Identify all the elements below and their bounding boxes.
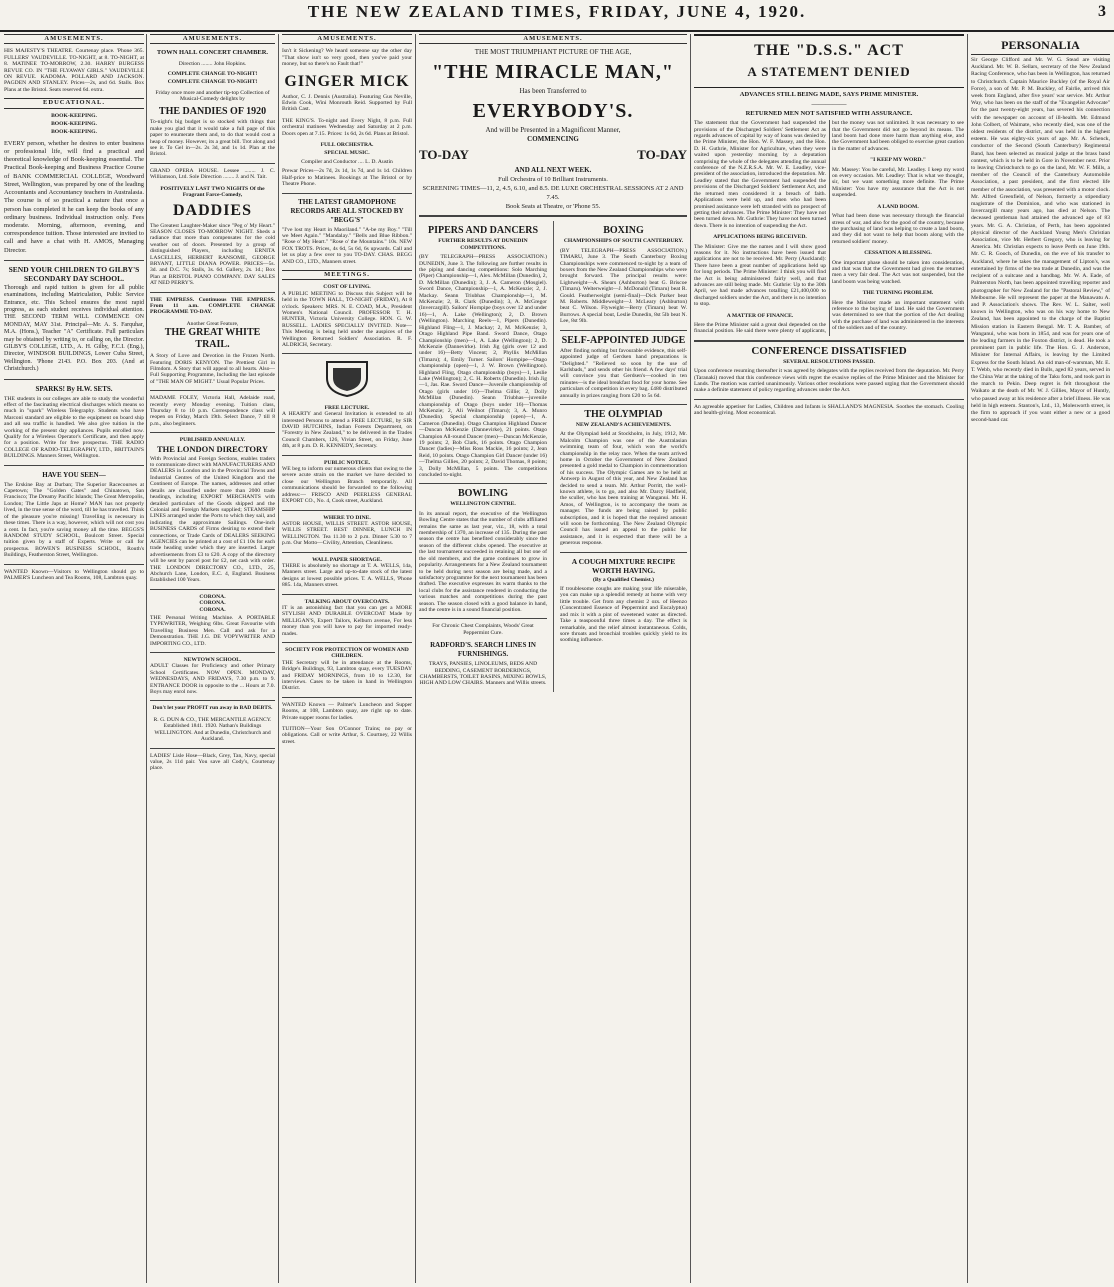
section-heading-meetings: MEETINGS. <box>282 270 412 280</box>
ladies-hose-ad: LADIES' Lisle Hose—Black, Grey, Tan, Navy, special value, 2s 11d pair. You save all Cody's, Courtenay place. <box>150 752 275 772</box>
dandies-body: To-night's big budget is so stocked with things that make you glad that it would take a full page of this paper to enumerate them and, to do that would cost a heap of money. However, its a great bill. Trot along and see it. To Gel in—2s. 2s 3d, and 1s 1d. Plan at the Bristol. <box>150 119 275 158</box>
cessation-body: One important phase should be taken into consideration, and that was that the Government had given the returned men a very fair deal. The Act was not suspended, but the land boom was being watched. <box>832 259 964 285</box>
london-directory-heading: THE LONDON DIRECTORY <box>156 443 268 454</box>
divider <box>282 193 412 194</box>
gramophone-body: "I've lost my Heart in Maoriland." "A-be my Boy." "Till we Meet Again." "Mandalay." "Bells and Blue Ribbon." "Rose o' My Heart." "Rose o' the Mountains." 10s. NEW FOX TROTS. Prices, 4s 6d, 5s 6d, 6s upwards. Call and let us play a few over to you TO-DAY. CHAS. BEGG AND CO., LTD., Manners street. <box>282 226 412 265</box>
have-you-seen-heading: HAVE YOU SEEN— <box>42 470 106 479</box>
madame-foley-ad: MADAME FOLEY, Victoria Hall, Adelaide road, recently every Monday evening. Tuition class, Thursday 8 to 10 p.m. Correspondence class will reopen on Friday, March 19th. Select Dance, 7 till 8 p.m., also beginners. <box>150 395 275 427</box>
olympiad-subhead: NEW ZEALAND'S ACHIEVEMENTS. <box>575 421 672 428</box>
miracle-man-title: "THE MIRACLE MAN," <box>432 61 674 84</box>
divider <box>150 163 275 164</box>
column-1 <box>4 34 144 1283</box>
cough-body: If troublesome coughs are making your life miserable, you can make up a splendid remedy at home with very little trouble. Get from any chemist 2 ozs. of Heenzo (Concentrated Essence of Peppermint and Eucalyptus) and mix it with a pint of sweetened water as directed. Take a teaspoonful three times a day. The effect is remarkable, and the relief almost instantaneous. Colds, sore throats and bronchial troubles quickly yield to its soothing influence. <box>559 586 687 644</box>
london-directory-body: With Provincial and Foreign Sections, enables traders to communicate direct with MANUFACTURERS AND DEALERS in London and in the Provincial Towns and Industrial Centres of the United Kingdom and the Continent of Europe. The names, addresses and other details are classified under more than 2000 trade headings, including EXPORT MERCHANTS with detailed particulars of the Goods shipped and the Colonial and Foreign Markets supplied; STEAMSHIP LINES arranged under the Ports to which they sail, and indicating the approximate Sailings. One-inch BUSINESS CARDS of Firms desiring to extend their connections, or Trade Cards of DEALERS SEEKING AGENCIES can be printed at a cost of £1 10s for each trade heading under which they are inserted. Larger advertisements from £3 to £20. A copy of the directory will be sent by parcel post for £2, net cash with order. THE LONDON DIRECTORY CO., LTD., 25, Abchurch Lane, London, E.C. 4, England. Business Established 100 Years. <box>150 455 275 584</box>
self-appointed-body: After finding nothing but favourable evidence, this self-appointed judge of Gerdsen hand preparations is "Delighted." "Relieved so soon by the use of Karlsbads," and sends other his friend. A few days' trial will convince you that Gerdsen's—cooked in ten minutes—is the ideal breakfast food for your home. See particulars of competition in every bag. £480 distributed annually in prizes ranging from £20 to 5s 6d. <box>559 347 687 399</box>
cough-headline: A COUGH MIXTURE RECIPE WORTH HAVING. <box>571 556 676 575</box>
direction-line: Direction ........ John Hopkins. <box>178 61 247 68</box>
chronic-ad: For Chronic Chest Complaints, Woods' Great Peppermint Cure. <box>432 623 534 636</box>
land-boom-body: What had been done was necessary through the financial stress of war, and also for the good of the country, because the purchasing of land was helping to create a land boom, and they did not want to help that boom along with the returned soldiers' money. <box>832 213 964 245</box>
column-rule <box>146 34 147 1283</box>
wanted-known-ad: WANTED Known—Visitors to Wellington should go to PALMER'S Luncheon and Tea Rooms, 108, Lambton quay. <box>4 568 144 581</box>
radford-heading: RADFORD'S. SEARCH LINES IN FURNISHINGS. <box>430 641 536 659</box>
positively-last: POSITIVELY LAST TWO NIGHTS Of the Fragrant Farce-Comedy, <box>160 185 265 199</box>
everybodys-title: EVERYBODY'S. <box>472 100 634 123</box>
public-notice-heading: PUBLIC NOTICE. <box>323 459 370 466</box>
divider <box>419 618 547 619</box>
bowling-subhead: WELLINGTON CENTRE. <box>450 501 516 508</box>
divider <box>150 432 275 433</box>
tuition-ad: TUITION—Your Son O'Connor Trains; no pay or obligations. Call or write Arthur, S. Courtney, 22 Willis street. <box>282 726 412 745</box>
divider <box>282 642 412 643</box>
divider <box>419 483 547 484</box>
full-orchestra: FULL ORCHESTRA. <box>320 142 374 149</box>
cost-of-living-body: A PUBLIC MEETING to Discuss this Subject will be held in the TOWN HALL, TO-NIGHT (FRIDAY), At 8 o'clock. Speakers: MRS. N. E. COAD, M.A., President Women's National Council. PROFESSOR T. H. HUNTER, Victoria University College. HON. G. W. RUSSELL. LADIES SPECIALLY INVITED. Note—This Meeting is being held under the auspices of the Wellington Returned Soldiers' Association. R. F. ALDRICH, Secretary. <box>282 290 412 348</box>
conference-headline: CONFERENCE DISSATISFIED <box>751 344 907 357</box>
pipers-body: (BY TELEGRAPH—PRESS ASSOCIATION.) DUNEDIN, June 3. The following are further results in the piping and dancing competitions: Solo Marching (Piper) Championship—1, Alex. McMillan (Dunedin), 2, D. McMillan (Dunedin); 3, J. A. Cameron (Mosgiel). Sword Dance, Championship—1, A. McKenzie; 2, J. Mackay. Seann Triubhas Championship—1, M. McKenzie; 2, R. Clark (Dunedin); 3, A. McGregor (Invercargill). Sailors' Hornpipe (boys over 12 and under 16)—1, A. Lake (Wellington); 2, D. Brown (Wellington). Marching Reels—1, Pipers (Dunedin). Highland Fling—1, J. Mackay; 2, M. McKenzie; 3, Otago Highland Pipe Band. Sword Dance, Otago Championship (men)—1, A. Lake (Wellington); 2, D. McKenzie (Dannevirke). Irish Jig (girls over 12 and under 16)—Betty Vincent; 2, Phyllis McMillan (Timaru); 4, Emily Turner. Sailors' Hornpipe—Otago championship (open)—1, J. W. Brown (Wellington). Highland Fling, Otago championship (boys)—1, Leslie Lake (Wellington); 2, C. H. Roberts (Dunedin). Irish Jig—1, Jas. Rae. Sword Dance—Juvenile championship of Otago (girls under 16)—Thelma Gillie; 2, Dolly McMillan (Dunedin). Seann Triubhas—juvenile championship of Otago (boys under 16)—Thomas McKenzie; 2, Ali Weilnot (Timaru); 3, A. Munro (Dunedin). Special championship (open)—1, A. Cameron (Dunedin). Otago Champion Highland Dancer—Duncan McKenzie (Dannevirke), 21 points. Otago Champion All-round Dancer (men)—Duncan McKenzie, 19 points; 2, Bob Clark, 16 points. Otago Champion Dancer (ladies)—Miss Ross Mackie, 16 points; 2, Jean Reid, 10 points. Otago Champion Girl Dancer (under 16)—Thelma Gillies, 20 points; 2, David Thomas, 8 points; 3, Dolly McMillan, 5 points. The competitions concluded to-night. <box>419 254 548 479</box>
newtown-school-heading: NEWTOWN SCHOOL. <box>183 657 242 664</box>
divider <box>560 552 687 553</box>
public-notice-body: WE beg to inform our numerous clients that owing to the severe acute strain on the market we have decided to close our Wellington Branch temporarily. All communications should be forwarded to the following address:— FRISCO AND PEERLESS GENERAL EXPORT CO., No. 4, Cook street, Auckland. <box>282 466 412 505</box>
column-2 <box>150 34 275 1283</box>
keep-word-body: Mr. Massey: You be careful, Mr. Leadley. I keep my word on every occasion. Mr. Leadley: That is what we thought, sir, but we want something more definite. The Prime Minister: You have my assurance that the Act is not suspended. <box>832 166 964 199</box>
appetite-ad: An agreeable appetiser for Ladies, Children and Infants is SHALLAND'S MAGNESIA. Soothes the stomach. Cooling and health-giving. Most economical. <box>694 403 964 417</box>
column-3 <box>282 34 412 1283</box>
wanted-known-ad-2: WANTED Known — Palmer's Luncheon and Supper Rooms, at 108, Lambton quay, are right up to date. Private supper rooms for ladies. <box>282 701 412 721</box>
divider <box>150 390 275 391</box>
dandies-intro: Friday once more and another tip-top Collection of Musical-Comedy delights by <box>155 89 270 103</box>
corona-3: CORONA. <box>199 606 226 613</box>
column-rule <box>415 34 416 1283</box>
rgdun-ad: R. G. DUN & CO., THE MERCANTILE AGENCY. Established 1841. 1920. Nathan's Buildings WELLINGTON. And at Dunedin, Christchurch and Auckland. <box>153 716 272 743</box>
all-next-week: AND ALL NEXT WEEK. <box>514 166 592 175</box>
white-trail-body: A Story of Love and Devotion in the Frozen North. Featuring DORIS KENYON. The Prettiest Girl in Filmdom. A Story that will appeal to all hearts. Also—Full Supporting Programme, Including the last episode of "THE MAN OF MIGHT." Usual Popular Prices. <box>150 353 275 385</box>
divider <box>282 353 412 354</box>
column-7 <box>971 34 1110 1283</box>
corona-body: THE Personal Writing Machine. A PORTABLE TYPEWRITER, Weighing 6lbs. Great Favourite with Travelling Business Men. Call and ask for a Demonstration. THE J.G. DE VOPYWRITER AND IMPORTING CO., LTD. <box>150 615 275 647</box>
boxing-body: (BY TELEGRAPH—PRESS ASSOCIATION.) TIMARU, June 3. The South Canterbury Boxing Championships were commenced to-night by a team of boxers from the New Zealand Championships who were brought forward. The principal results were: Lightweight—A. Shears (Ashburton) beat G. Briscoe (Timaru). Welterweight—J. McDonald (Timaru) beat R. Gould. Featherweight (semi-final)—Dick Parker beat M. Roberts. Middleweight—J. McLeary (Ashburton) beat C. Wilson. Flyweight—Berry (Timaru) beat W. Burrows. A special bout, Leslie Dunedin, 8st 5lb beat N. Lee, 8st 9lb. <box>559 247 687 325</box>
column-rule <box>553 221 554 691</box>
column-4-lower <box>419 221 687 691</box>
majesty-theatre-ad: HIS MAJESTY'S THEATRE. Courtenay place. 'Phone 365. FULLERS' VAUDEVILLE. TO-NIGHT, at 8. TO-NIGHT, at 8. MATINEE TO-MORROW, 2.30. HARRY BURGESS REVUE CO. IN "THE FLYAWAY GIRLS." VAUDEVILLE ON REVUE. KADOMA. POLLARD AND JACKSON. PAGDEN AND STANLEY. Prices—2s, and 6d. Stalls. Box Plans at the Bristol. Seats reserved 6d. extra. <box>4 48 144 93</box>
corona-2: CORONA. <box>199 600 226 607</box>
transferred-line: Has been Transferred to <box>519 87 587 96</box>
column-rule <box>690 34 691 1283</box>
finance-heading: A MATTER OF FINANCE. <box>726 312 794 319</box>
today-right: TO-DAY <box>637 147 687 163</box>
divider <box>560 330 687 331</box>
applications-body: The Minister: Give me the names and I will show good reasons for it. No instructions have been issued that applications are not to be received. Mr. Perry (Auckland): There have been a great number of applications held up for long periods. The Prime Minister: I think you will find the Act is being administered fairly well, and that advances are still being made. Mr. Guthrie: Up to the 30th April, we had made advances totalling £21,400,000 to discharged soldiers under the Act, and there is no intention to stop. <box>694 243 826 308</box>
book-seats: Book Seats at Theatre, or 'Phone 55. <box>505 203 601 211</box>
daddies-title: DADDIES <box>172 201 252 219</box>
intro-paragraph: Isn't it Sickening? We heard someone say the other day "That show isn't so very good, then you've paid your money, but so there's no Fault that!" <box>282 48 412 68</box>
divider <box>694 399 964 400</box>
bookkeeping-heading-2: BOOK-KEEPING. <box>51 121 97 128</box>
land-boom-heading: A LAND BOOM. <box>877 203 919 210</box>
divider <box>4 465 144 466</box>
section-heading-amusements: AMUSEMENTS. <box>282 34 412 44</box>
newspaper-title: THE NEW ZEALAND TIMES, FRIDAY, JUNE 4, 1920. <box>307 2 807 21</box>
divider <box>282 552 412 553</box>
astor-house-ad: ASTOR HOUSE, WILLIS STREET. ASTOR HOUSE, WILLIS STREET. BEST DINNER, LUNCH IN WELLINGTON. Tea 11.30 to 2 p.m. Dinner 5.30 to 7 p.m. Our Motto—Civility, Attention, Cleanliness. <box>282 520 412 547</box>
turning-body: Here the Minister made an important statement with reference to the buying of land. He said the Government was determined to see that the portion of the Act dealing with the purchase of land was administered in the interests of the soldiers and of the country. <box>832 299 964 332</box>
town-hall-heading: TOWN HALL CONCERT CHAMBER. <box>156 49 269 57</box>
bowling-body: In its annual report, the executive of the Wellington Bowling Centre states that the number of clubs affiliated remains the same as last year, viz., 18, with a total membership of 1370, an increase of 135. During the past season the centre has benefited considerably since the season of the different clubs opened. The executive at the last tournament succeeded in retaining all but one of the old members, and the game continues to grow in popularity. Arrangements for a New Zealand tournament to be held during next season are being made, and a satisfactory programme for the next tournament has been drafted. The executive expresses its warm thanks to the local clubs for the assistance rendered in conducting the various matches and competitions during the past season. The season closed with a good balance in hand, and the centre is in a sound financial position. <box>419 510 547 613</box>
gilby-heading: SEND YOUR CHILDREN TO GILBY'S SECONDARY DAY SCHOOL. <box>8 264 140 283</box>
where-to-dine-heading: WHERE TO DINE. <box>323 514 371 521</box>
divider <box>282 455 412 456</box>
pipers-subhead: FURTHER RESULTS AT DUNEDIN COMPETITIONS. <box>438 238 528 251</box>
divider <box>150 700 275 701</box>
page-number: 3 <box>1098 3 1106 20</box>
dss-columns <box>694 120 964 335</box>
divider <box>560 404 687 405</box>
cough-subhead: (By a Qualified Chemist.) <box>593 576 654 583</box>
gilby-ad-body: Thorough and rapid tuition is given for all public examinations, including Matriculation, Public Service Entrance, etc. This School ensures the most rapid progress, as each student receives individual attention. THE SECOND TERM WILL COMMENCE ON MONDAY, MAY 31st. Principal—Mr. A. S. Farquhar, M.A. (Hons.), Teacher "A" Certificate. Full particulars may be obtained by writing to, or calling on, the Director. GILBY'S COLLEGE, LTD., A. H. Gilby, F.C.I. (Eng.), Director, WINDSOR BUILDINGS, Lower Cuba Street, Wellington. 'Phone 2143. P.O. Box 203. (And at Christchurch.) <box>4 284 144 373</box>
divider <box>4 564 144 565</box>
masthead <box>0 0 1114 32</box>
divider <box>150 748 275 749</box>
full-orchestra-line: Full Orchestra of 10 Brilliant Instruments. <box>498 176 608 184</box>
pipers-headline: PIPERS AND DANCERS <box>427 225 538 237</box>
olympiad-body: At the Olympiad held at Stockholm, in July, 1912, Mr. Malcolm Champion was one of the Australasian swimming team of four, which won the world's championship in the relay race. When the team arrived home in October the Government of New Zealand presented a gold medal to Champion in commemoration of his success. The Olympic Games are to be held at Antwerp in August of this year, and New Zealand has decided to send a team. Mr. Arthur Porritt, the well-known athlete, is to go, and also Mr. Darcy Hadfield, the sculler, who has been training at Wanganui. Mr. H. Amos, of Wellington, is to accompany the team as manager. The funds are being raised by public subscription, and it is hoped that the required amount will soon be forthcoming. The New Zealand Olympic Council has issued an appeal to the public for assistance, and it is expected that there will be a generous response. <box>559 431 687 547</box>
ginger-mick-title: GINGER MICK <box>284 72 410 90</box>
boxing-headline: BOXING <box>603 225 644 237</box>
column-rule <box>278 34 279 1283</box>
society-body: THE Secretary will be in attendance at the Rooms, Bridge's Buildings, 93, Lambton quay, every TUESDAY and FRIDAY MORNINGS, from 10 to 12.30, for interviews. Cases to be taken in hand in Wellington District. <box>282 659 412 692</box>
compiler-line: Compiler and Conductor .... L. D. Austin <box>301 158 393 165</box>
divider <box>282 697 412 698</box>
bookkeeping-heading-1: BOOK-KEEPING. <box>51 112 97 119</box>
daddies-body: The Greatest Laughter-Maker since "Peg o' My Heart." SEASON CLOSES TO-MORROW NIGHT. Sheds a radiance that more than compensates for the cold weather out of doors. Presented by a group of distinguished Players, including ERNITA LASCELLES, HERBERT RANSOME, GEORGE BRYANT, LITTLE DIANA POWER. PRICES—5s. 3d. and D.C. 7s; Stalls, 3s. 6d. Gallery, 2s. 1d.; Box Plan at BRISTOL PIANO COMPANY. DAY SALES AT NED PERRY'S. <box>150 222 275 287</box>
wall-paper-heading: WALL PAPER SHORTAGE. <box>312 556 382 563</box>
section-heading-amusements: AMUSEMENTS. <box>4 34 144 44</box>
boxing-subhead: CHAMPIONSHIPS OF SOUTH CANTERBURY. <box>563 238 684 245</box>
complete-change-1: COMPLETE CHANGE TO-NIGHT! <box>167 70 258 77</box>
divider <box>150 652 275 653</box>
association-emblem <box>282 358 412 400</box>
another-great: Another Great Feature, <box>186 320 239 327</box>
great-white-trail: THE GREAT WHITE TRAIL. <box>164 327 261 351</box>
sparks-heading: SPARKS! By H.W. SETS. <box>35 384 113 393</box>
divider <box>419 215 687 217</box>
column-rule <box>967 34 968 1283</box>
wall-paper-body: THERE is absolutely no shortage at T. A. WELLS, 14a, Manners street. Large and up-to-date stock of the latest designs at lowest possible prices. T. A. WELLS, 'Phone 885. 14a, Manners street. <box>282 562 412 589</box>
dss-body: The statement that the Government had suspended the provisions of the Discharged Soldiers' Settlement Act as regards advances of capital by way of loans was denied by the Prime Minister, the Hon. W. F. Massey, and the Hon. D. H. Guthrie, Minister for Agriculture, when they were waited upon yesterday morning by a deputation comprising the whole of the delegates attending the annual conference of the N.Z.R.S.A. Mr. W. E. Leadley, vice-president of the association, introduced the deputation. Mr. Leadley stated that the Government had suspended the provisions of the Discharged Soldiers' Settlement Act, and the returned men considered it a breach of faith. Applications were held up, and men who had been promised assistance were left stranded with no prospect of getting their advances. The Prime Minister: They have not been turned down. Mr. Guthrie: They have not been turned down. There is no intention of suspending the Act. <box>694 120 826 229</box>
bookkeeping-ad-body: EVERY person, whether he desires to enter business or professional life, will find a practical and theoretical knowledge of Book-keeping essential. The Practical Book-keeping and Business Practice Course of BANK COMMERCIAL COLLEGE, Woodward Street, Wellington, was prepared by one of the leading Accountants and Accountancy teachers in Australasia. The course is of so practical a nature that once a person has completed it he can keep the books of any ordinary business. Individual instruction only. Fees moderate. Morning, afternoon, evening, and correspondence tuition. Those interested are invited to call and have a chat with H. AMOS, Managing Director. <box>4 139 144 254</box>
free-lecture-heading: FREE LECTURE. <box>324 404 370 411</box>
corona-1: CORONA. <box>199 593 226 600</box>
screening-times: SCREENING TIMES—11, 2, 4.5, 6.10, and 8.5. DE LUXE ORCHESTRAL SESSIONS AT 2 AND 7.45. <box>422 185 684 202</box>
ginger-mick-body: Author, C. J. Dennis (Australia). Featuring Gus Neville, Edwin Cook, Wini Monrouth Reid. Supported by Full British Cast. <box>282 93 412 113</box>
column-5 <box>560 221 687 691</box>
free-lecture-body: A HEARTY and General Invitation is extended to all interested Persons to attend a FREE LECTURE, by SIR DAVID HUTCHINS, Indian Forests Department, on "Forestry in New Zealand," to be delivered in the Trades Council Chambers, 126, Vivian Street, on Friday, June 4th, at 8 p.m. D. R. KENNEDY, Secretary. <box>282 411 412 450</box>
dss-subheadline: A STATEMENT DENIED <box>747 64 911 79</box>
today-left: TO-DAY <box>419 147 469 163</box>
divider <box>4 379 144 380</box>
personalia-body: Sir George Clifford and Mr. W. G. Stead are visiting Auckland. Mr. W. B. Sellars, secretary of the New Zealand Racing Conference, who has been in Wellington, has returned to Christchurch. Captain Maurice Buckley (of the Royal Air Force), a son of Mr. P. M. Buckley, of Fairlie, arrived this week from England, after five years' war service. Mr. Arthur Way, who has been on the staff of the "Evangelist Advocate" for the past twenty-eight years, has severed his connection with the newspaper on account of ill-health. Mr. Edmund John Colbert, of Waimate, who recently died, was one of the oldest residents of the district, and was held in the highest esteem. He was eighty-six years of age. Mr. A. Schenck, conductor of the Second (South Canterbury) Regimental Band, has been selected as musical judge at the brass band contest, which is to be held in Gore in November next. Prior to leaving Christchurch to go on the land, Mr. W. F. Mills, a member of the Council of the Canterbury Automobile Association, a past president, and the first elected life member of the association, was presented with a motor clock. Mr. Alfred Greenfield, of Nelson, formerly a stipendiary magistrate of the Dominion, and who was stationed in Invercargill many years ago, has died at Nelson. The deceased gentleman had attained the advanced age of 83 years. Mr. G. A. Christian, of Perth, has been appointed physical director of the Auckland Young Men's Christian Association, vice Mr. Herbert Gregory, who is leaving for America. Mr. Christian expects to leave Perth on June 19th. Mr. C. R. Gooch, of Dunedin, on the eve of his transfer to Auckland, where he takes the management of Lipton's, was entertained by firms of the tea trade at Dunedin, and was the recipient of a suitcase and a handbag. Mr. W. A. Eade, of Palmerston North, has been appointed travelling reporter and photographer for New Zealand for the "Pastoral Review," of Melbourne. He will represent the paper at the Manawatu A. and P. Association's shows. The Rev. W. L. Salter, well known in Wellington, who was on his way home to New Zealand, has been appointed to the charge of the Baptist Mission station in Eastern Bengal. Mr. T. A. Bamber, of Wanganui, who was born in 1854, and was for years one of the leading farmers in the Foxton district, is dead. He took a prominent part in public life. The Hon. G. J. Anderson, Minister for Internal Affairs, is leaving by the Limited Express for the South Island. An old man-of-warsman, Mr. E. T. Webb, who recently died in Bulls, aged 82 years, served in the China War at the taking of the Taku forts, and took part in the march to Pekin. Deep regret is felt throughout the Waikato at the death of Mr. W. J. Gillies, Mayor of Huntly, who passed away at his residence after a brief illness. He was held in high esteem. Stanton's, Ltd., 13, Molesworth street, is the firm to approach if you want either a new or a good second-hand car. <box>971 57 1110 424</box>
column-4 <box>419 34 687 1283</box>
cessation-heading: CESSATION A BLESSING. <box>864 250 932 257</box>
overcoats-heading: TALKING ABOUT OVERCOATS. <box>304 598 390 605</box>
commencing-line: COMMENCING <box>527 135 579 144</box>
divider <box>282 594 412 595</box>
divider <box>694 340 964 342</box>
special-music: SPECIAL MUSIC. <box>324 150 370 157</box>
dss-sub-2: ADVANCES STILL BEING MADE, SAYS PRIME MINISTER. <box>739 91 919 98</box>
overcoats-body: IT is an astonishing fact that you can get a MORE STYLISH AND DURABLE OVERCOAT Made by MILLIGAN'S, Expert Tailors, Kelburn avenue, For less money than you will have to pay for imported ready-mades. <box>282 604 412 637</box>
published-annually: PUBLISHED ANNUALLY. <box>179 437 246 444</box>
sparks-ad-body: THE students in our colleges are able to study the wonderful effect of the fascinating electrical discharges which means so much in "spark" Wireless Telegraphy. Students who have Marconi standard are eligible to the equipment on board ship and all sea traffic is handled. We also give tuition in the working of the present day appliances. Pupils enrolled now. Qualify for a Wireless Operator's Certificate, and then apply for a position. Write for free prospectus. THE RADIO COLLEGE OF RADIO-TELEGRAPHY, LTD., BRITTAIN'S BUILDINGS. Manners Street, Wellington. <box>4 395 144 460</box>
column-6 <box>694 34 964 1283</box>
divider <box>282 510 412 511</box>
kings-theatre: THE KING'S. To-night and Every Night, 8 p.m. Full orchestral matinees Wednesday and Saturday at 2 p.m. Doors open at 7.15. Prices: 1s 6d, 2s 6d. Plans at Bristol. <box>282 117 412 137</box>
presented-line: And will be Presented in a Magnificent Manner, <box>485 126 621 135</box>
conference-body: Upon conference resuming thereafter it was agreed by delegates with the replies received from the deputation. Mr. Perry (Taranaki) moved that this conference views with regret the evasive replies of the Prime Minister and the Minister for Lands. The motion was carried unanimously. Various other resolutions were passed urging that the Government should make a definite statement of policy regarding advances under the Act. <box>694 368 964 394</box>
dss-headline-box <box>694 34 964 88</box>
gramophone-heading: THE LATEST GRAMOPHONE RECORDS ARE ALL STOCKED BY "BEGG'S" <box>290 197 404 224</box>
radford-body: TRAYS, PANSIES, LINOLEUMS, BEDS AND BEDDING, CASEMENT BORDERINGS, CHAMBERSTS, TOILET BASINS, MIXING BOWLS, HIGH AND LOW CHAIRS. Manners and Willis streets. <box>419 661 547 687</box>
complete-change-2: COMPLETE CHANGE TO-NIGHT! <box>167 79 258 86</box>
newtown-school-body: ADULT Classes for Proficiency and other Primary School Certificates. NOW OPEN. MONDAY, WEDNESDAYS, AND FRIDAYS, 7.30 p.m. to 9. ENTRANCE DOOR in opposite to the ... Hours at 7.0. Boys may enrol now. <box>150 663 275 696</box>
profit-ad: Don't let your PROFIT run away in BAD DEBTS. <box>152 705 273 712</box>
conference-subhead: SEVERAL RESOLUTIONS PASSED. <box>783 358 875 365</box>
cross-divider: ————— <box>811 100 847 109</box>
finance-body: Here the Prime Minister said a great deal depended on the financial position. He said there were plenty of applicants, but the money was not unlimited. It was necessary to see that the Government did not go beyond its means. The land boom had done more harm than anything else, and the Government had been obliged to exercise great caution in the matter of advances. <box>694 120 964 335</box>
empress-heading: THE EMPRESS. Continuous THE EMPRESS. From 11 a.m. COMPLETE CHANGE PROGRAMME TO-DAY. <box>150 296 275 316</box>
dss-headline: THE "D.S.S." ACT <box>754 42 904 59</box>
prewar-prices: Prewar Prices—2s 7d, 2s 1d, 1s 7d, and 1s 1d. Children Half-price to Matinees. Bookings at The Bristol or by Theatre Phone. <box>282 168 412 188</box>
most-triumphant: THE MOST TRIUMPHANT PICTURE OF THE AGE, <box>474 48 632 57</box>
cost-of-living-heading: COST OF LIVING. <box>323 284 371 291</box>
dss-sub-3: RETURNED MEN NOT SATISFIED WITH ASSURANCE. <box>745 109 913 117</box>
keep-word-heading: "I KEEP MY WORD." <box>870 157 926 164</box>
have-you-seen-body: The Erskine Bay at Durban; The Superior Racecourses at Capetown; The "Golden Gates" and Chinatown, San Francisco; The Dreamy Pacific Islands; The Great Metropolis, London; The Little Japs at Home? MAN has not properly lived, in the true sense of the word, till he has travelled. Think of the pleasure you're missing! Travelling is necessary in these times. There is a way, however, which will not cost you a cent. In fact, you're saving money all the time. BEGGS'S RANDOM STUDY SCHOOL, Boulcott Street. Special tuition given by a staff of Experts. Write or call for prospectus. BOWEN'S BUSINESS SCHOOL, Routh's Buildings, Featherston Street, Wellington. <box>4 481 144 559</box>
divider <box>150 292 275 293</box>
section-heading-amusements: AMUSEMENTS. <box>419 34 687 44</box>
column-4a <box>419 221 547 691</box>
personalia-headline: PERSONALIA <box>971 38 1110 55</box>
applications-heading: APPLICATIONS BEING RECEIVED. <box>713 234 807 241</box>
self-appointed-headline: SELF-APPOINTED JUDGE <box>561 334 686 346</box>
turning-heading: THE TURNING PROBLEM. <box>862 290 934 297</box>
dandies-1920-heading: THE DANDIES OF 1920 <box>158 106 267 118</box>
society-heading: SOCIETY FOR PROTECTION OF WOMEN AND CHILDREN. <box>285 647 409 660</box>
grand-opera-house: GRAND OPERA HOUSE. Lessee ........ J. C. Williamson, Ltd. Sole Direction ........ J. and N. Tait. <box>150 167 275 181</box>
divider <box>4 260 144 261</box>
bookkeeping-heading-3: BOOK-KEEPING. <box>51 129 97 136</box>
today-row <box>419 148 687 162</box>
section-heading-amusements: AMUSEMENTS. <box>150 34 275 44</box>
bowling-headline: BOWLING <box>457 488 508 500</box>
divider <box>150 589 275 590</box>
olympiad-headline: THE OLYMPIAD <box>584 408 663 420</box>
section-heading-educational: EDUCATIONAL. <box>4 98 144 108</box>
